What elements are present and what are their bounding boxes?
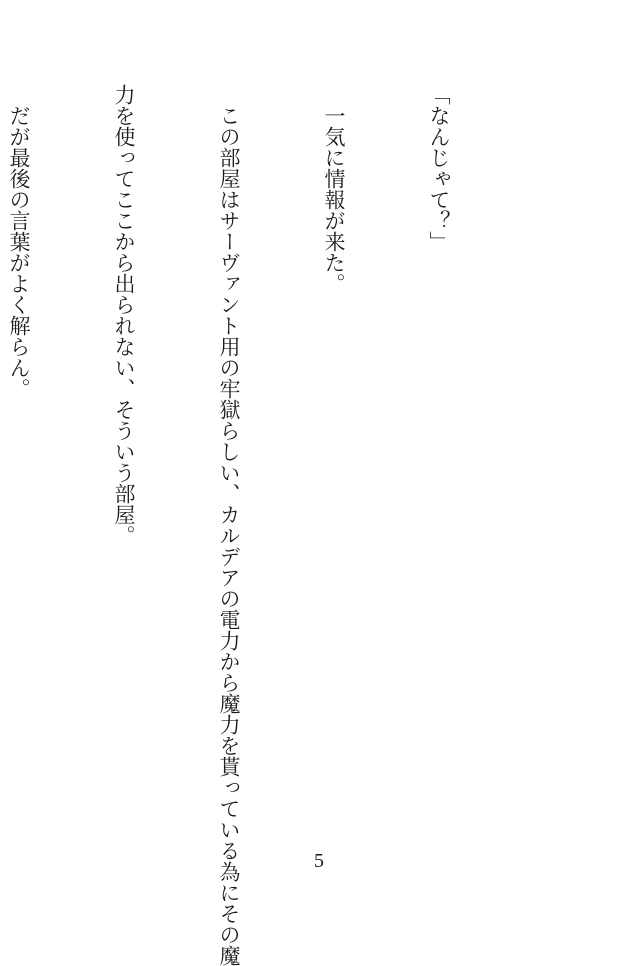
text-line: だが最後の言葉がよく解らん。 bbox=[7, 84, 31, 399]
page-number: 5 bbox=[314, 850, 324, 872]
text-line: 一気に情報が来た。 bbox=[322, 84, 346, 294]
text-line: 力を使ってここから出られない、そういう部屋。 bbox=[112, 84, 136, 546]
text-line: この部屋はサーヴァント用の牢獄らしい、カルデアの電力から魔力を貰っている為にその魔 bbox=[217, 84, 241, 966]
vertical-text-body bbox=[0, 84, 526, 966]
text-line: 「なんじゃて？」 bbox=[427, 84, 451, 252]
